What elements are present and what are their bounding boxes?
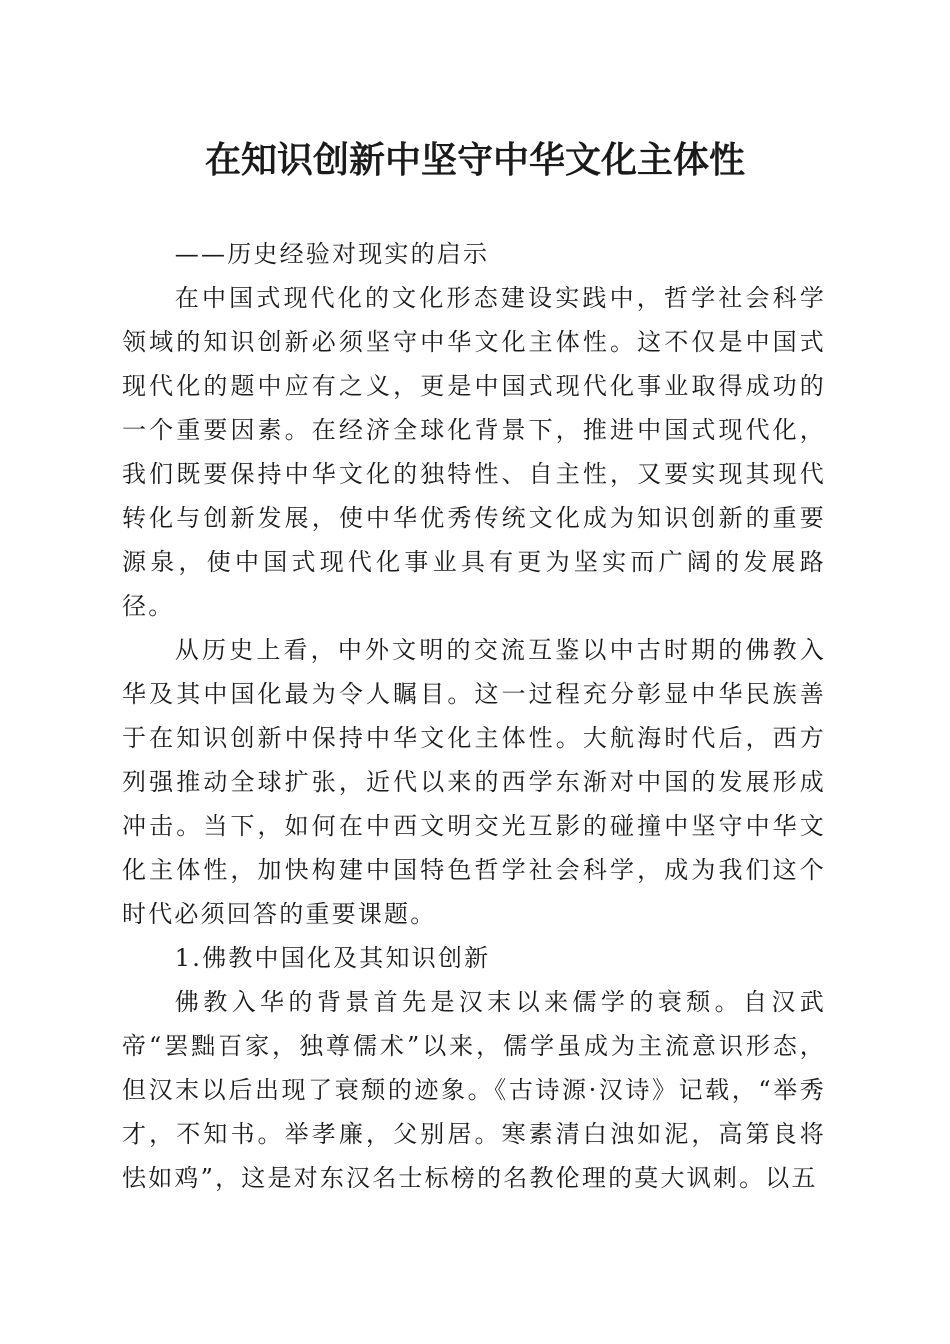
document-title: 在知识创新中坚守中华文化主体性 [204, 139, 745, 181]
document-body [122, 232, 826, 1200]
section-heading: 1.佛教中国化及其知识创新 [174, 944, 491, 972]
paragraph-section: 佛教入华的背景首先是汉末以来儒学的衰颓。自汉武帝“罢黜百家，独尊儒术”以来，儒学虽成为主流意识形态，但汉末以后出现了衰颓的迹象。《古诗源·汉诗》记载，“举秀才，不知书。举孝廉，父别居。寒素清白浊如泥，高第良将怯如鸡”，这是对东汉名士标榜的名教伦理的莫大讽刺。以五 [122, 988, 826, 1192]
paragraph-history: 从历史上看，中外文明的交流互鉴以中古时期的佛教入华及其中国化最为令人瞩目。这一过程充分彰显中华民族善于在知识创新中保持中华文化主体性。大航海时代后，西方列强推动全球扩张，近代以来的西学东渐对中国的发展形成冲击。当下，如何在中西文明交光互影的碰撞中坚守中华文化主体性，加快构建中国特色哲学社会科学，成为我们这个时代必须回答的重要课题。 [122, 636, 826, 928]
document-subtitle: ——历史经验对现实的启示 [174, 240, 490, 268]
paragraph-intro: 在中国式现代化的文化形态建设实践中，哲学社会科学领域的知识创新必须坚守中华文化主体性。这不仅是中国式现代化的题中应有之义，更是中国式现代化事业取得成功的一个重要因素。在经济全球化背景下，推进中国式现代化，我们既要保持中华文化的独特性、自主性，又要实现其现代转化与创新发展，使中华优秀传统文化成为知识创新的重要源泉，使中国式现代化事业具有更为坚实而广阔的发展路径。 [122, 284, 826, 620]
